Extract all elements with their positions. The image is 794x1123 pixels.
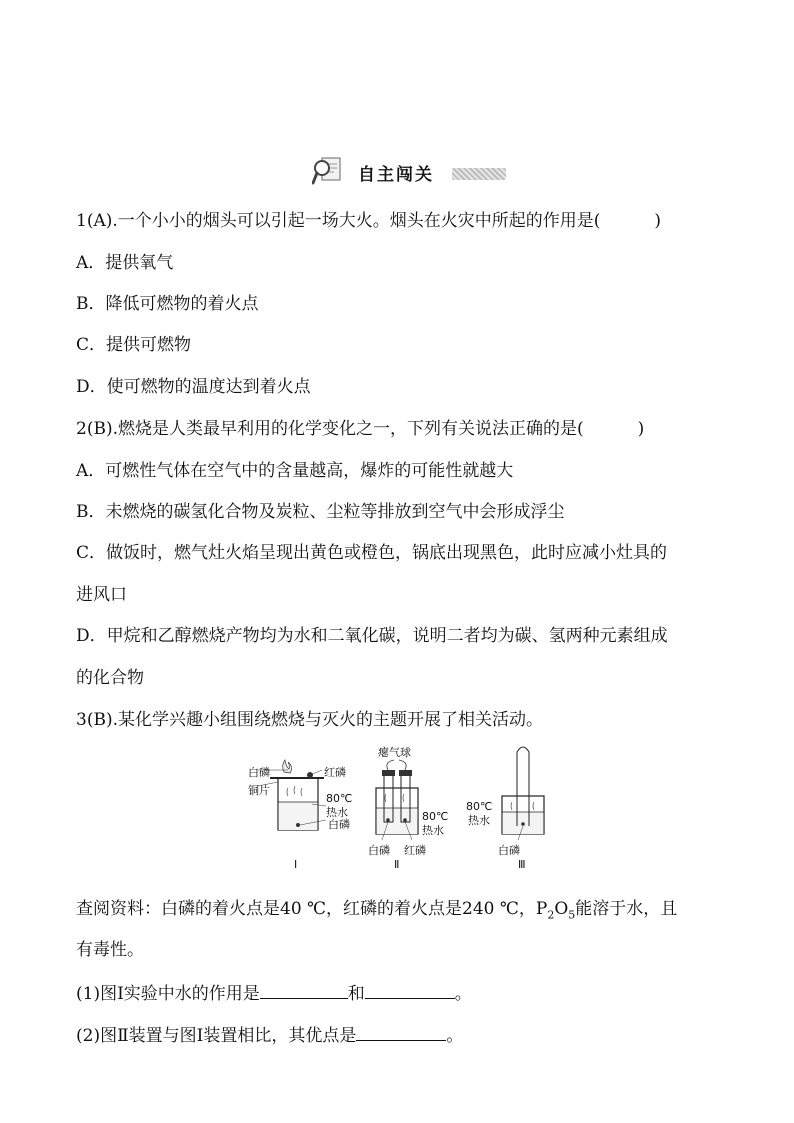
- q3-info-line1: [76, 897, 677, 927]
- q3-sub1: [76, 980, 472, 1006]
- q2-option-d-line1: D．甲烷和乙醇燃烧产物均为水和二氧化碳，说明二者均为碳、氢两种元素组成: [76, 626, 668, 646]
- sub1-period: 。: [454, 984, 472, 1004]
- label-figure-ii: Ⅱ: [394, 858, 400, 871]
- apparatus-ii: [376, 760, 418, 840]
- apparatus-iii: [502, 747, 544, 840]
- q2-option-b: B．未燃烧的碳氢化合物及炭粒、尘粒等排放到空气中会形成浮尘: [76, 502, 565, 522]
- q3-stem: 3(B).某化学兴趣小组围绕燃烧与灭火的主题开展了相关活动。: [76, 710, 543, 730]
- q1-option-d: D．使可燃物的温度达到着火点: [76, 377, 311, 397]
- label-white-phosphorus-3: 白磷: [498, 844, 520, 857]
- label-deflated-balloon: 瘪气球: [378, 746, 411, 759]
- answer-blank-1[interactable]: [260, 980, 348, 999]
- q1-option-b: B．降低可燃物的着火点: [76, 294, 259, 314]
- sub2-period: 。: [446, 1026, 464, 1046]
- section-header: [312, 152, 502, 192]
- label-temp-3: 80℃: [466, 800, 493, 813]
- label-temp-2: 80℃: [422, 810, 449, 823]
- q2-option-c-line1: C．做饭时，燃气灶火焰呈现出黄色或橙色，锅底出现黑色，此时应减小灶具的: [76, 543, 668, 563]
- info-text-b: 能溶于水，且: [575, 899, 678, 919]
- q2-stem: [76, 417, 644, 441]
- label-temp-1: 80℃: [326, 792, 353, 805]
- label-hot-water-3: 热水: [468, 814, 490, 827]
- subscript-5: 5: [568, 908, 576, 922]
- label-copper-sheet: 铜片: [248, 784, 270, 797]
- bracket-close: ): [637, 419, 645, 439]
- label-white-phosphorus-1: 白磷: [248, 766, 270, 779]
- sub2-text: (2)图Ⅱ装置与图Ⅰ装置相比，其优点是: [76, 1026, 357, 1046]
- q3-sub2: [76, 1022, 463, 1048]
- label-hot-water-2: 热水: [422, 824, 444, 837]
- label-red-phosphorus-2: 红磷: [404, 844, 426, 857]
- label-figure-iii: Ⅲ: [518, 858, 526, 871]
- label-hot-water-1: 热水: [326, 806, 348, 819]
- q2-option-a: A．可燃性气体在空气中的含量越高，爆炸的可能性就越大: [76, 461, 514, 481]
- apparatus-diagram: [240, 740, 560, 880]
- experiment-figure: [240, 740, 560, 880]
- info-text-a: 查阅资料：白磷的着火点是40 ℃，红磷的着火点是240 ℃，P: [76, 899, 548, 919]
- label-figure-i: Ⅰ: [294, 858, 298, 871]
- answer-blank-3[interactable]: [356, 1022, 446, 1041]
- q1-stem-text: 1(A).一个小小的烟头可以引起一场大火。烟头在火灾中所起的作用是(: [76, 211, 601, 231]
- q2-option-d-line2: 的化合物: [76, 668, 144, 688]
- sub1-text: (1)图Ⅰ实验中水的作用是: [76, 984, 260, 1004]
- q2-option-c-line2: 进风口: [76, 585, 127, 605]
- q1-option-c: C．提供可燃物: [76, 335, 192, 355]
- sub1-and: 和: [347, 984, 365, 1004]
- section-title: 自主闯关: [358, 165, 434, 185]
- label-red-phosphorus-1: 红磷: [324, 766, 346, 779]
- q2-stem-text: 2(B).燃烧是人类最早利用的化学变化之一，下列有关说法正确的是(: [76, 419, 584, 439]
- header-decoration: [452, 168, 506, 180]
- bracket-close: ): [654, 211, 662, 231]
- q3-info-line2: 有毒性。: [76, 940, 144, 960]
- magnifier-icon: [312, 156, 350, 188]
- subscript-2: 2: [547, 908, 555, 922]
- q1-option-a: A．提供氧气: [76, 253, 174, 273]
- info-text-o: O: [554, 899, 569, 919]
- answer-blank-2[interactable]: [365, 980, 455, 999]
- label-white-phosphorus-2: 白磷: [368, 844, 390, 857]
- q1-stem: [76, 209, 661, 233]
- label-white-phosphorus-water: 白磷: [328, 818, 350, 831]
